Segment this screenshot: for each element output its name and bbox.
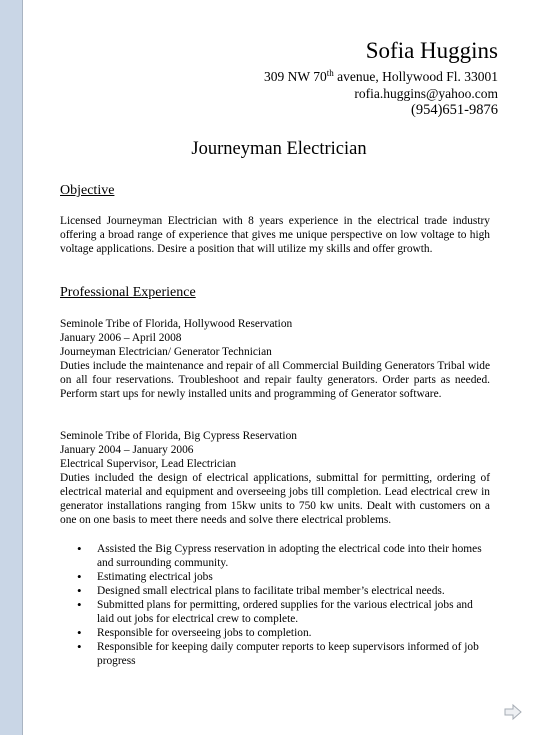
job-employer: Seminole Tribe of Florida, Hollywood Reservation xyxy=(60,318,293,330)
list-item: • Designed small electrical plans to facilitate tribal member’s electrical needs. xyxy=(60,584,487,598)
arrow-right-icon[interactable] xyxy=(503,702,523,722)
contact-name: Sofia Huggins xyxy=(365,38,498,63)
list-item: • Estimating electrical jobs xyxy=(60,570,487,584)
contact-block xyxy=(264,68,498,119)
list-item: • Assisted the Big Cypress reservation in adopting the electrical code into their homes and surrounding community. xyxy=(60,542,487,570)
job-entry xyxy=(60,317,490,359)
contact-phone: (954)651-9876 xyxy=(411,102,498,118)
accomplishment-list xyxy=(60,542,498,668)
job-role: Electrical Supervisor, Lead Electrician xyxy=(60,458,237,470)
job-entry xyxy=(60,429,490,471)
list-item: • Submitted plans for permitting, ordered supplies for the various electrical jobs and laid out jobs for electrical crew to complete. xyxy=(60,598,487,626)
objective-text: Licensed Journeyman Electrician with 8 years experience in the electrical trade industry offering a broad range of experience that gives me unique perspective on low voltage to high voltage applications. Desire a position that will utilize my skills and offer growth. xyxy=(60,215,490,255)
document-page xyxy=(22,0,555,735)
contact-address: 309 NW 70th avenue, Hollywood Fl. 33001 xyxy=(263,68,498,84)
job-duties: Duties included the design of electrical applications, submittal for permitting, ordering of electrical material and equipment and overseeing jobs till completion. Lead electrical crew in generator installations ranging from 15kw units to 750 kw units. Dealt with customers on a one on one basis to meet there needs and solve there electrical problems. xyxy=(60,472,490,526)
list-item: • Responsible for overseeing jobs to completion. xyxy=(60,626,487,640)
job-role: Journeyman Electrician/ Generator Technician xyxy=(60,346,272,358)
job-employer: Seminole Tribe of Florida, Big Cypress Reservation xyxy=(60,430,297,442)
job-title: Journeyman Electrician xyxy=(191,139,367,159)
contact-email: rofia.huggins@yahoo.com xyxy=(354,86,498,101)
list-item: • Responsible for keeping daily computer reports to keep supervisors informed of job progress xyxy=(60,640,487,668)
objective-heading: Objective xyxy=(60,183,115,198)
job-duties: Duties include the maintenance and repair of all Commercial Building Generators Tribal wide on all four reservations. Troubleshoot and repair faulty generators. Order parts as needed. Perform start ups for newly installed units and programming of Generator software. xyxy=(60,360,490,400)
job-dates: January 2006 – April 2008 xyxy=(60,332,182,344)
job-dates: January 2004 – January 2006 xyxy=(60,444,194,456)
experience-heading: Professional Experience xyxy=(60,285,196,300)
